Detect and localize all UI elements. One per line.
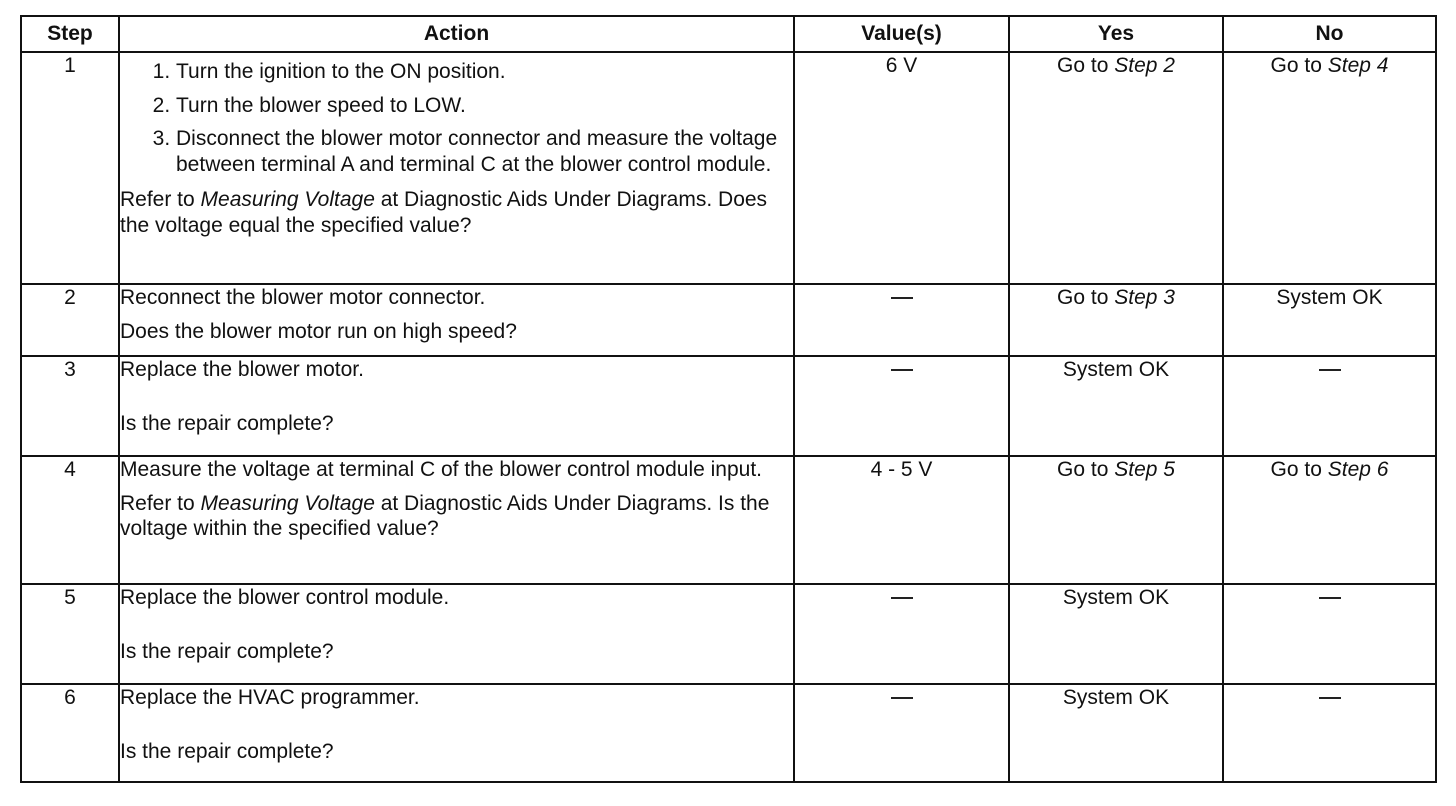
- no-cell: [1223, 356, 1436, 456]
- header-row: [21, 16, 1436, 52]
- action-line: Replace the blower motor.: [120, 358, 364, 381]
- step-number: 5: [21, 584, 119, 684]
- action-line: Measure the voltage at terminal C of the blower control module input.: [120, 458, 763, 481]
- doc-reference: Measuring Voltage: [200, 491, 375, 515]
- action-line: Replace the HVAC programmer.: [120, 686, 420, 709]
- table-row: [21, 456, 1436, 584]
- action-question: Is the repair complete?: [120, 639, 334, 663]
- step-link[interactable]: Step 4: [1327, 54, 1389, 77]
- action-refer-text: Refer to Measuring Voltage at Diagnostic Aids Under Diagrams. Does the voltage equal the specified value?: [120, 188, 768, 238]
- action-step: 3. Disconnect the blower motor connector and measure the voltage between terminal A and terminal C at the blower control module.: [176, 126, 793, 177]
- doc-reference: Measuring Voltage: [200, 188, 375, 212]
- step-link[interactable]: Step 3: [1114, 286, 1175, 309]
- yes-cell: System OK: [1009, 684, 1223, 782]
- yes-cell: Go to Step 5: [1009, 456, 1223, 584]
- value-cell: [794, 684, 1009, 782]
- action-refer-text: Refer to Measuring Voltage at Diagnostic Aids Under Diagrams. Is the voltage within the specified value?: [120, 491, 770, 541]
- dash-mark: [891, 297, 913, 299]
- value-cell: 6 V: [794, 52, 1009, 284]
- header-values: Value(s): [794, 16, 1009, 52]
- value-cell: 4 - 5 V: [794, 456, 1009, 584]
- yes-cell: Go to Step 2: [1009, 52, 1223, 284]
- table-row: [21, 584, 1436, 684]
- action-line: Replace the blower control module.: [120, 586, 450, 609]
- action-line: Reconnect the blower motor connector.: [120, 286, 486, 309]
- no-cell: [1223, 684, 1436, 782]
- dash-mark: [891, 697, 913, 699]
- action-question: Is the repair complete?: [120, 411, 334, 435]
- header-action: Action: [119, 16, 794, 52]
- action-cell: [119, 52, 794, 284]
- step-number: 1: [21, 52, 119, 284]
- action-question: Is the repair complete?: [120, 739, 334, 763]
- header-yes: Yes: [1009, 16, 1223, 52]
- yes-cell: Go to Step 3: [1009, 284, 1223, 356]
- action-step: 2. Turn the blower speed to LOW.: [176, 93, 793, 119]
- step-link[interactable]: Step 6: [1327, 458, 1389, 481]
- step-number: 2: [21, 284, 119, 356]
- dash-mark: [891, 369, 913, 371]
- action-cell: [119, 584, 794, 684]
- action-cell: [119, 356, 794, 456]
- value-cell: [794, 584, 1009, 684]
- table-row: [21, 356, 1436, 456]
- no-cell: System OK: [1223, 284, 1436, 356]
- yes-cell: System OK: [1009, 356, 1223, 456]
- action-step-list: [120, 59, 793, 177]
- step-number: 3: [21, 356, 119, 456]
- dash-mark: [1319, 597, 1341, 599]
- table-row: [21, 684, 1436, 782]
- action-cell: [119, 456, 794, 584]
- action-cell: [119, 684, 794, 782]
- table-row: [21, 284, 1436, 356]
- step-link[interactable]: Step 2: [1114, 54, 1175, 77]
- step-number: 6: [21, 684, 119, 782]
- step-link[interactable]: Step 5: [1114, 458, 1175, 481]
- no-cell: Go to Step 6: [1223, 456, 1436, 584]
- no-cell: [1223, 584, 1436, 684]
- header-no: No: [1223, 16, 1436, 52]
- action-cell: [119, 284, 794, 356]
- yes-cell: System OK: [1009, 584, 1223, 684]
- table-row: [21, 52, 1436, 284]
- value-cell: [794, 356, 1009, 456]
- value-cell: [794, 284, 1009, 356]
- dash-mark: [1319, 369, 1341, 371]
- action-question: Does the blower motor run on high speed?: [120, 319, 517, 343]
- action-step: 1. Turn the ignition to the ON position.: [176, 59, 793, 85]
- no-cell: Go to Step 4: [1223, 52, 1436, 284]
- dash-mark: [1319, 697, 1341, 699]
- diagnostic-table: [20, 15, 1437, 783]
- step-number: 4: [21, 456, 119, 584]
- header-step: Step: [21, 16, 119, 52]
- dash-mark: [891, 597, 913, 599]
